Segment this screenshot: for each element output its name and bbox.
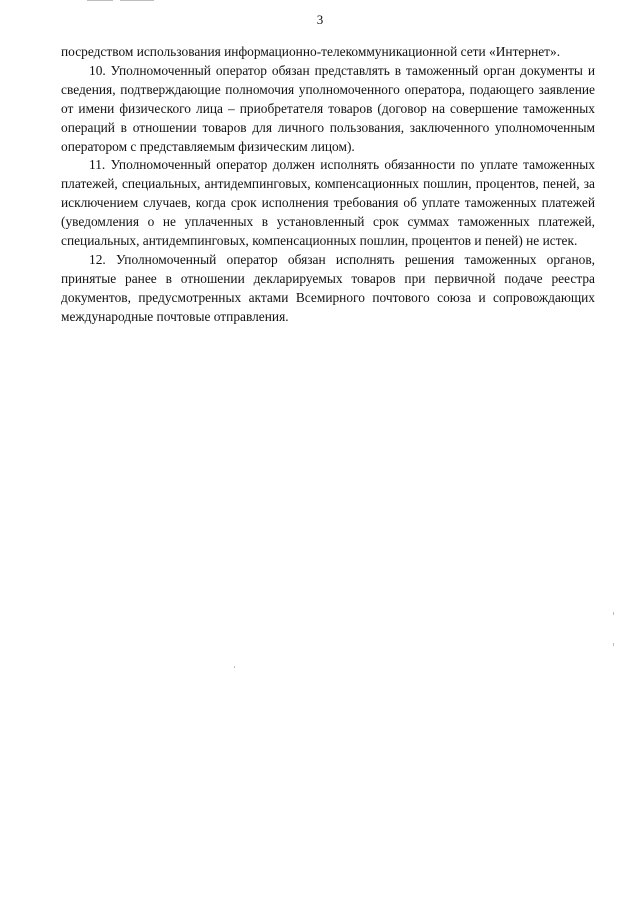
paragraph-continuation: посредством использования информационно-телекоммуникационной сети «Интернет».	[61, 44, 561, 59]
scan-mark	[234, 666, 235, 668]
page-number: 3	[316, 12, 324, 27]
scan-mark	[613, 643, 614, 646]
paragraph-12: 12. Уполномоченный оператор обязан исполнять решения таможенных органов, принятые ранее в отношении декларируемых товаров при первичной подаче реестра документов, предусмотренных актами Всемирного почтового союза и сопровождающих международные почтовые отправления.	[61, 251, 595, 324]
scan-mark	[120, 0, 154, 1]
paragraph-10: 10. Уполномоченный оператор обязан представлять в таможенный орган документы и сведения, подтверждающие полномочия уполномоченного оператора, подающего заявление от имени физического лица – приобретателя товаров (договор на совершение таможенных операций в отношении товаров для личного пользования, заключенного уполномоченным оператором с представляемым физическим лицом).	[61, 62, 595, 154]
document-body	[61, 43, 595, 327]
scan-mark	[613, 612, 614, 615]
scan-mark	[87, 0, 113, 1]
paragraph-11: 11. Уполномоченный оператор должен исполнять обязанности по уплате таможенных платежей, специальных, антидемпинговых, компенсационных пошлин, процентов, пеней, за исключением случаев, когда срок исполнения требования об уплате таможенных платежей (уведомления о не уплаченных в установленный срок суммах таможенных платежей, специальных, антидемпинговых, компенсационных пошлин, процентов и пеней) не истек.	[61, 157, 595, 249]
